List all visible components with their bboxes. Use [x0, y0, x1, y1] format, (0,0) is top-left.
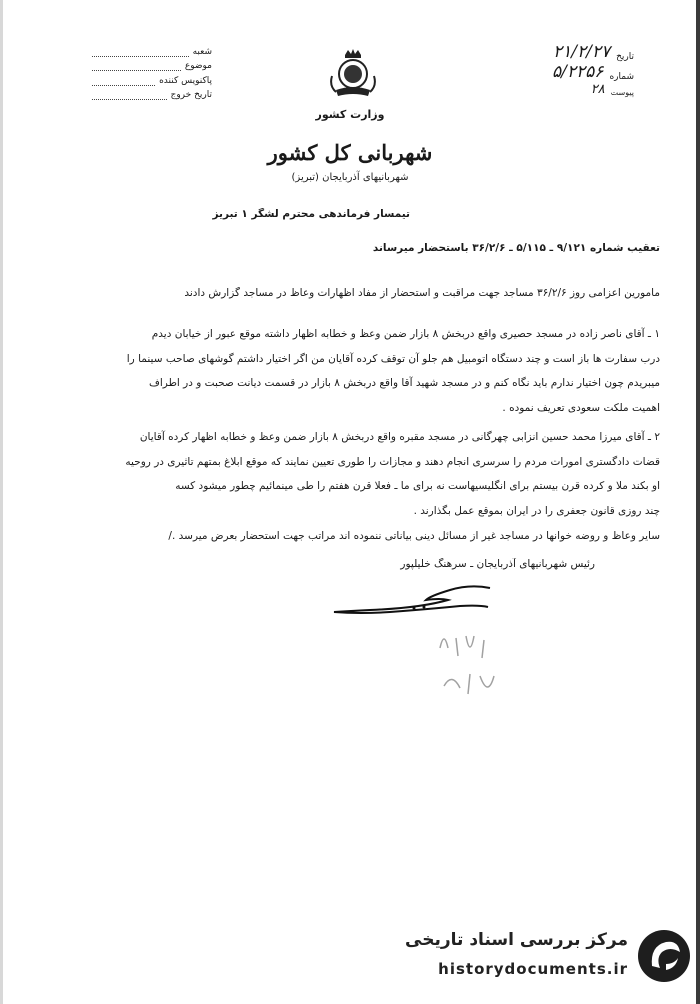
header-form-fields	[92, 42, 212, 100]
watermark-name: مرکز بررسی اسناد تاریخی	[405, 930, 628, 950]
paragraph-line: اهمیت ملکت سعودی تعریف نموده .	[502, 402, 660, 415]
office-title: شهربانی کل کشور	[267, 140, 433, 165]
date-label: تاریخ	[616, 52, 634, 62]
field-branch: شعبه	[92, 42, 212, 57]
paragraph-line: ۲ ـ آقای میرزا محمد حسین انزابی چهرگانی در مسجد مقبره واقع دربخش ۸ بازار ضمن وعظ و خطابه اظهار کرده آقایان	[139, 431, 660, 443]
handwritten-annotation-icon	[430, 628, 520, 708]
closing-paragraph: سایر وعاظ و روضه خوانها در مساجد غیر از مسائل دینی بیاناتی ننموده اند مراتب جهت استحضار بعرض میرسد ./	[168, 530, 660, 542]
attachment-row	[494, 82, 634, 97]
field-exit-date: تاریخ خروج	[92, 86, 212, 101]
number-row	[494, 62, 634, 82]
intro-paragraph: مامورین اعزامی روز ۳۶/۲/۶ مساجد جهت مراقبت و استحضار از مفاد اظهارات وعاظ در مساجد گزارش دادند	[184, 287, 660, 299]
province-subtitle: شهربانیهای آذربایجان (تبریز)	[291, 172, 409, 183]
date-row	[494, 42, 634, 62]
lion-and-sun-emblem-icon	[328, 46, 378, 102]
paragraph-line: چند روزی قانون جعفری را در ایران بموقع عمل بگذارند .	[413, 505, 660, 518]
paragraph-line: درب سفارت ها باز است و چند دستگاه اتومبیل هم جلو آن توقف کرده آقایان من اگر اختیار داشتم گوشهای صاحب سینما را	[126, 352, 660, 365]
archive-watermark	[392, 922, 692, 994]
signature-icon	[330, 582, 495, 622]
number-value: ۵/۲۲۵۶	[552, 62, 604, 82]
paragraph-line: قضات دادگستری امورات مردم را سرسری انجام دهند و مجازات را طوری تعیین نمایند که موقع ابلاغ بمتهم تاثیری در روحیه	[125, 455, 660, 468]
reference-line: تعقیب شماره ۹/۱۲۱ ـ ۵/۱۱۵ ـ ۳۶/۲/۶ باستحضار میرساند	[372, 242, 660, 254]
watermark-site: historydocuments.ir	[438, 960, 628, 978]
header-reference	[494, 42, 634, 97]
date-value: ۲۱/۲/۲۷	[552, 42, 611, 62]
field-subject: موضوع	[92, 57, 212, 72]
paragraph-line: او بکند ملا و کرده قرن بیستم برای انگلیسیهاست نه برای ما ـ فعلا قرن هفتم را طی مینمائیم چطور میشود کسه	[175, 480, 660, 493]
paragraph-line: ۱ ـ آقای ناصر زاده در مسجد حصیری واقع دربخش ۸ بازار ضمن وعظ و خطابه اظهار داشته موقع عبور از خیابان دیدم	[151, 328, 660, 340]
field-typist: پاکنویس کننده	[92, 71, 212, 86]
paragraph-line: میبریدم چون اختیار ندارم باید نگاه کنم و در مسجد شهید آقا واقع دربخش ۸ بازار در قسمت دیانت صحبت و در اطراف	[148, 377, 660, 390]
number-label: شماره	[609, 72, 634, 82]
archive-logo-icon	[636, 928, 692, 984]
ministry-title: وزارت کشور	[315, 108, 385, 121]
report-item-1	[40, 322, 660, 421]
addressee-line: تیمسار فرماندهی محترم لشگر ۱ تبریز	[212, 208, 410, 220]
report-item-2	[40, 425, 660, 524]
signer-title: رئیس شهربانیهای آذربایجان ـ سرهنگ خلیلپور	[400, 558, 595, 570]
attachment-label: پیوست	[610, 88, 634, 97]
attachment-value: ۲۸	[590, 82, 605, 97]
